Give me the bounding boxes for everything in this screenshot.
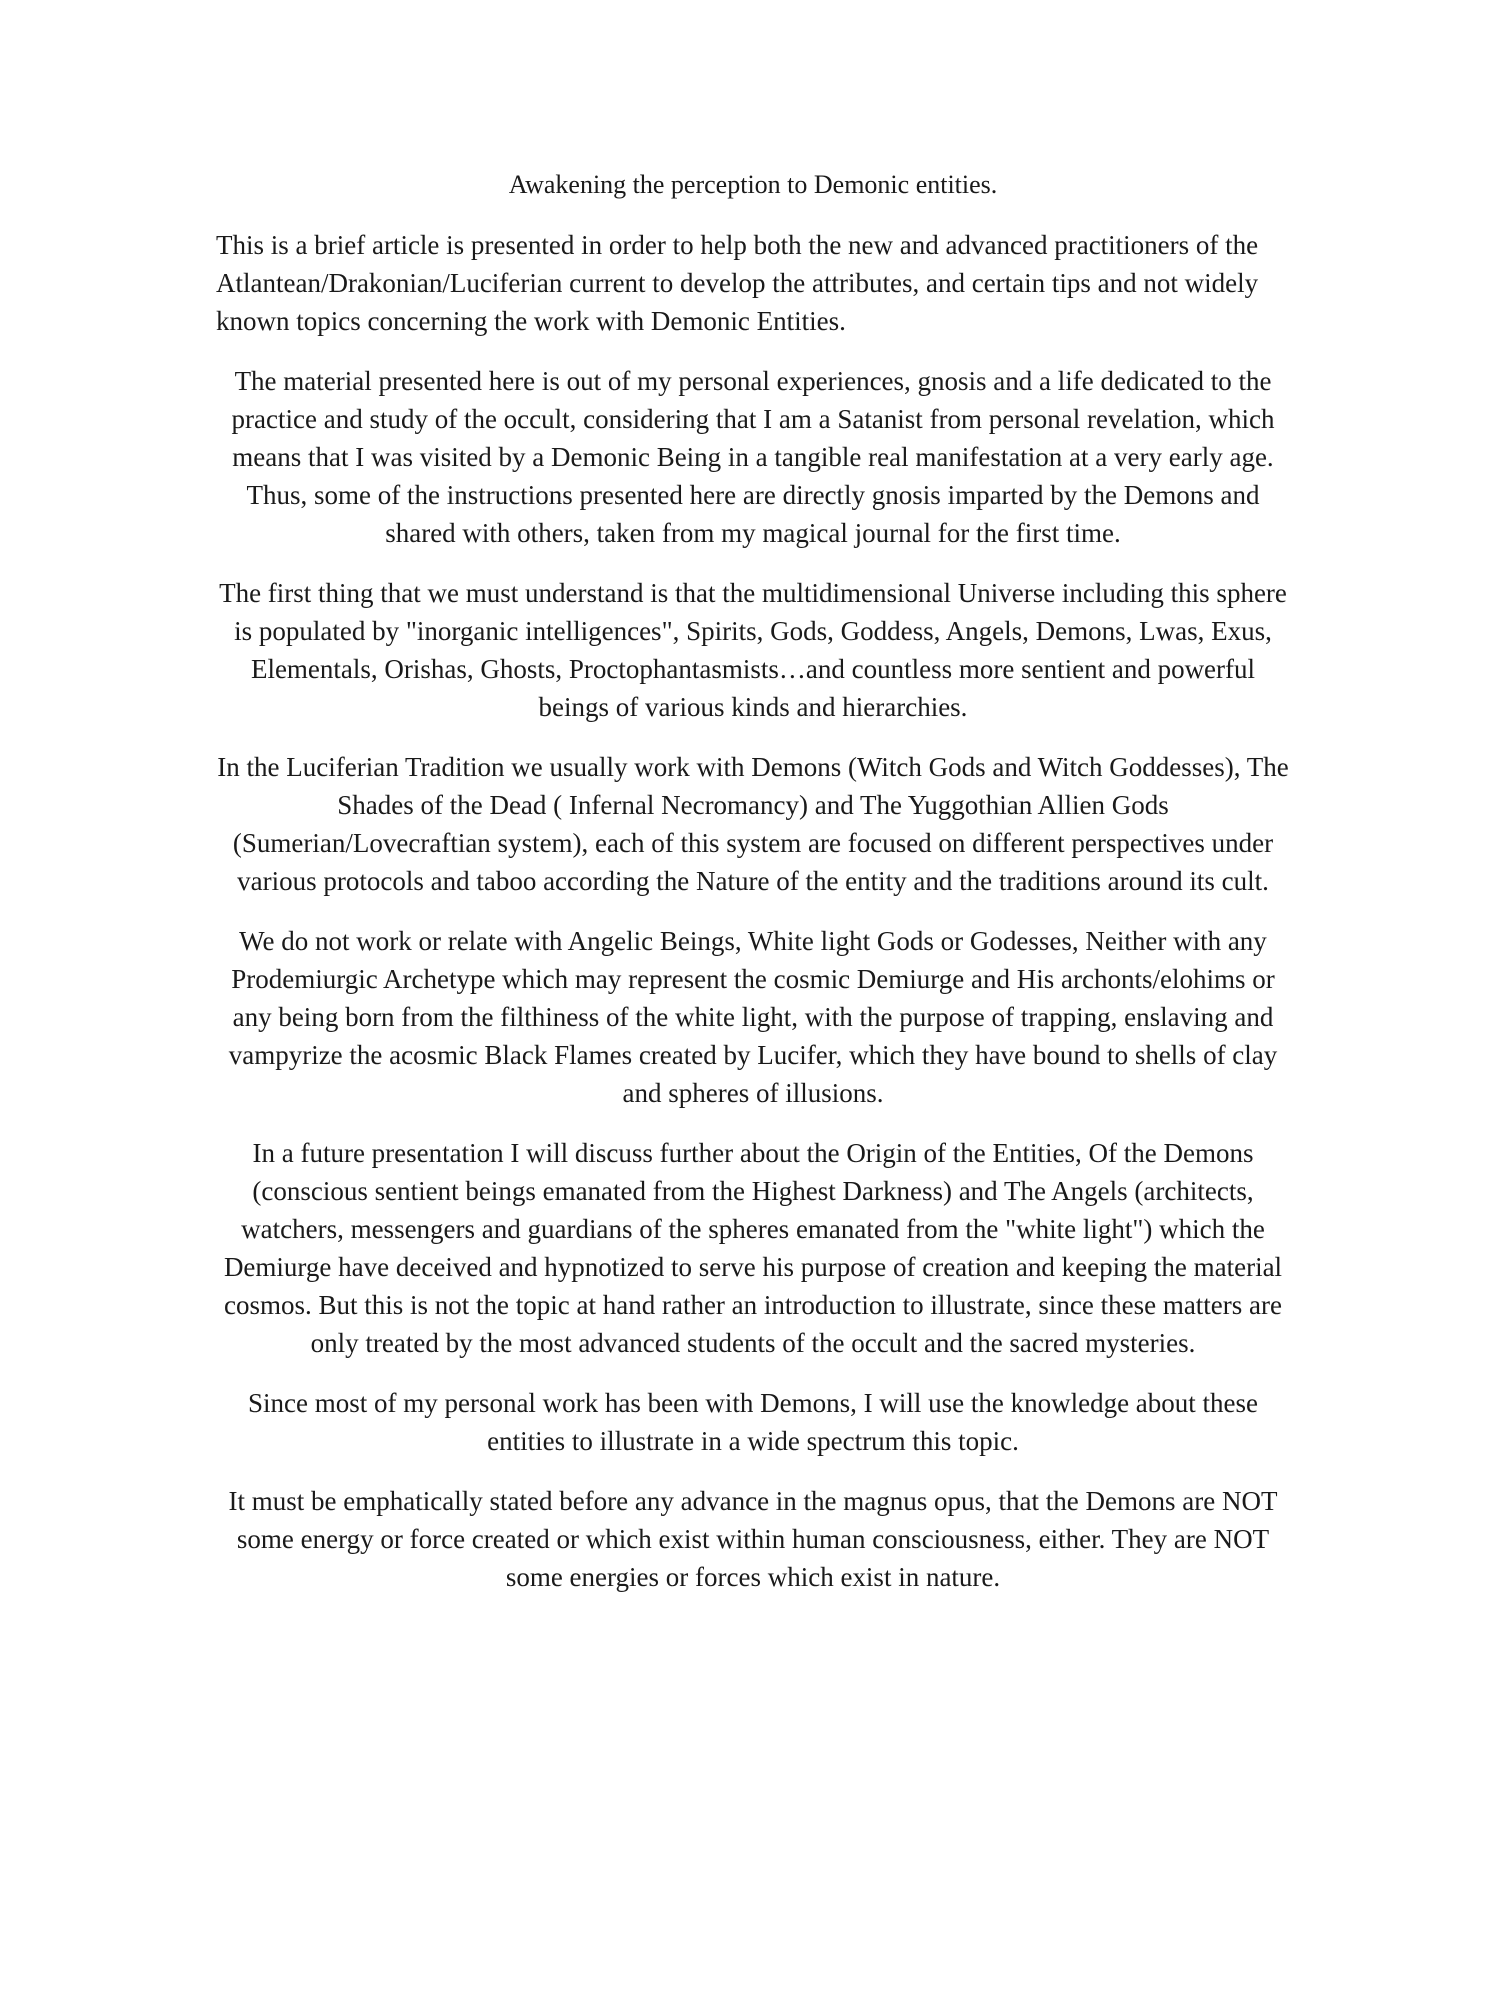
paragraph-future-presentation: In a future presentation I will discuss further about the Origin of the Entities, Of the Demons (conscious sentient beings emanated from the Highest Darkness) and The Angels (architects, watchers, messengers and guardians of the spheres emanated from the "white light") which the Demiurge have deceived and hypnotized to serve his purpose of creation and keeping the material cosmos. But this is not the topic at hand rather an introduction to illustrate, since these matters are only treated by the most advanced students of the occult and the sacred mysteries.: [223, 1138, 1283, 1358]
paragraph-intro: This is a brief article is presented in order to help both the new and advanced practitioners of the Atlantean/Drakonian/Luciferian current to develop the attributes, and certain tips and not widely known topics concerning the work with Demonic Entities.: [216, 230, 1259, 336]
paragraph-multidimensional-universe: The first thing that we must understand is that the multidimensional Universe including this sphere is populated by "inorganic intelligences", Spirits, Gods, Goddess, Angels, Demons, Lwas, Exus, Elementals, Orishas, Ghosts, Proctophantasmists…and countless more sentient and powerful beings of various kinds and hierarchies.: [219, 578, 1287, 722]
paragraph-personal-experience: The material presented here is out of my personal experiences, gnosis and a life dedicated to the practice and study of the occult, considering that I am a Satanist from personal revelation, which means that I was visited by a Demonic Being in a tangible real manifestation at a very early age. Thus, some of the instructions presented here are directly gnosis imparted by the Demons and shared with others, taken from my magical journal for the first time.: [231, 366, 1275, 548]
paragraph-personal-work: Since most of my personal work has been with Demons, I will use the knowledge about these entities to illustrate in a wide spectrum this topic.: [247, 1388, 1259, 1456]
paragraph-luciferian-tradition: In the Luciferian Tradition we usually work with Demons (Witch Gods and Witch Goddesses), The Shades of the Dead ( Infernal Necromancy) and The Yuggothian Allien Gods (Sumerian/Lovecraftian system), each of this system are focused on different perspectives under various protocols and taboo according the Nature of the entity and the traditions around its cult.: [217, 752, 1289, 896]
paragraph-emphatic-statement: It must be emphatically stated before any advance in the magnus opus, that the Demons are NOT some energy or force created or which exist within human consciousness, either. They are NOT some energies or forces which exist in nature.: [228, 1486, 1278, 1592]
document-title: Awakening the perception to Demonic entities.: [508, 170, 998, 199]
paragraph-angelic-beings: We do not work or relate with Angelic Beings, White light Gods or Godesses, Neither with any Prodemiurgic Archetype which may represent the cosmic Demiurge and His archonts/elohims or any being born from the filthiness of the white light, with the purpose of trapping, enslaving and vampyrize the acosmic Black Flames created by Lucifer, which they have bound to shells of clay and spheres of illusions.: [228, 926, 1278, 1108]
document-body: [216, 166, 1290, 1618]
